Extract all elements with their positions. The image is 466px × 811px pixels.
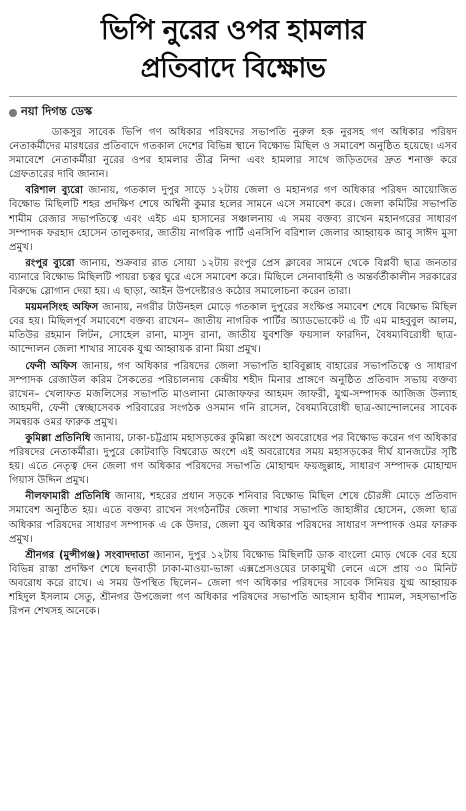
paragraph-lead: কুমিল্লা প্রতিনিধি — [25, 432, 91, 444]
paragraph-text: জানায়, গতকাল দুপুর সাড়ে ১২টায় জেলা ও মহানগর গণ অধিকার পরিষদ আয়োজিত বিক্ষোভ মিছিলটি শহর প্রদক্ষিণ শেষে অশ্বিনী কুমার হলের সামনে এসে সমাবেশ করে। জেলা কমিটির সভাপতি শামীম রেজার সভাপতিত্বে এবং এইচ এম হাসানের সঞ্চালনায় এ সময় বক্তব্য রাখেন মহানগরের সাধারণ সম্পাদক ফরহাদ হোসেন তালুকদার, জাতীয় নাগরিক পার্টি এনসিপি বরিশাল জেলার আহ্বায়ক আবু সাঈদ মুসা প্রমুখ। — [9, 185, 457, 253]
headline-line-2: প্রতিবাদে বিক্ষোভ — [140, 53, 326, 84]
bullet-icon — [9, 109, 17, 117]
paragraph-text: জানায়, নগরীর টাউনহল মোড়ে গতকাল দুপুরের সংক্ষিপ্ত সমাবেশ শেষে বিক্ষোভ মিছিল বের হয়। মিছিলপূর্ব সমাবেশে বক্তব্য রাখেন– জাতীয় নাগরিক পার্টির অ্যাডভোকেট এ টি এম মাহবুবুল আলম, মতিউর রহমান লিটন, সোহেল রানা, মাসুদ রানা, জাতীয় যুবশক্তি ফয়সাল ফারদিন, বৈষম্যবিরোধী ছাত্র-আন্দোলন জেলা শাখার সাবেক যুগ্ম আহ্বায়ক রানা মিয়া প্রমুখ। — [9, 302, 457, 356]
paragraph-lead: ফেনী অফিস — [25, 360, 78, 372]
paragraph-lead: নীলফামারী প্রতিনিধি — [25, 491, 111, 503]
paragraph-lead: রংপুর ব্যুরো — [25, 257, 75, 269]
paragraph-text: জানায়, শহরের প্রধান সড়কে শনিবার বিক্ষোভ মিছিল শেষে চৌরঙ্গী মোড়ে প্রতিবাদ সমাবেশ অনুষ্ঠিত হয়। এতে বক্তব্য রাখেন সংগঠনটির জেলা শাখার সভাপতি জাহাঙ্গীর হোসেন, জেলা ছাত্র অধিকার পরিষদের সাধারণ সম্পাদক এ কে উদার, জেলা যুব অধিকার পরিষদের সাধারণ সম্পাদক ওমর ফারুক প্রমুখ। — [9, 491, 457, 545]
paragraph-barishal — [9, 184, 457, 254]
paragraph-text: জানায়, শুক্রবার রাত সোয়া ১২টায় রংপুর প্রেস ক্লাবের সামনে থেকে বিপ্লবী ছাত্র জনতার ব্যানারে বিক্ষোভ মিছিলটি পায়রা চত্বর ঘুরে এসে সমাবেশ করে। মিছিলে সেনাবাহিনী ও অন্তর্বর্তীকালীন সরকারের বিরুদ্ধে স্লোগান দেয়া হয়। এ ছাড়া, আইন উপদেষ্টারও কঠোর সমালোচনা করেন তারা। — [9, 257, 457, 298]
paragraph-text: জানান, দুপুর ১২টায় বিক্ষোভ মিছিলটি ডাক বাংলো মোড় থেকে বের হয়ে বিভিন্ন রাস্তা প্রদক্ষিণ শেষে ছনবাড়ী ঢাকা-মাওয়া-ভাঙ্গা এক্সপ্রেসওয়ের ঢাকামুখী লেনে এসে প্রায় ৩০ মিনিট অবরোধ করে রাখে। এ সময় উপস্থিত ছিলেন– জেলা গণ অধিকার পরিষদের সাবেক সিনিয়র যুগ্ম আহ্বায়ক শহিদুল ইসলাম সেতু, শ্রীনগর উপজেলা গণ অধিকার পরিষদের সভাপতি আহসান হাবীব শ্যামল, সহসভাপতি রিপন শেখসহ অনেকে। — [9, 549, 458, 618]
paragraph-rangpur — [9, 257, 457, 299]
paragraph-sreenagar — [9, 549, 457, 619]
paragraph-lead: শ্রীনগর (মুন্সীগঞ্জ) সংবাদদাতা — [25, 549, 150, 561]
paragraph-nilphamari — [9, 490, 457, 546]
headline-divider — [9, 96, 457, 97]
paragraph-feni — [9, 360, 457, 430]
paragraph-lead: ময়মনসিংহ অফিস — [25, 302, 99, 314]
paragraph-text: জানায়, গণ অধিকার পরিষদের জেলা সভাপতি হাবিবুল্লাহ বাহারের সভাপতিত্বে ও সাধারণ সম্পাদক রেজাউল করিম সৈকতের পরিচালনায় কেন্দ্রীয় শহীদ মিনার প্রাঙ্গণে অনুষ্ঠিত প্রতিবাদ সভায় বক্তব্য রাখেন– খেলাফত মজলিসের সভাপতি মাওলানা মোজাফফর আহমদ জাফরী, যুগ্ম-সম্পাদক আজিজ উল্যাহ আহমদী, ফেনী স্বেচ্ছাসেবক পরিবারের সংগঠক ওসমান গনি রাসেল, বৈষম্যবিরোধী ছাত্র-আন্দোলনের সাবেক সমন্বয়ক ওমর ফারুক প্রমুখ। — [9, 360, 457, 428]
byline-text: নয়া দিগন্ত ডেস্ক — [21, 104, 93, 118]
headline-line-1: ভিপি নুরের ওপর হামলার — [100, 15, 366, 46]
paragraph-intro — [9, 126, 457, 182]
paragraph-cumilla — [9, 432, 457, 488]
headline — [9, 12, 457, 88]
paragraph-text: জানায়, ঢাকা-চট্টগ্রাম মহাসড়কের কুমিল্লা অংশে অবরোধের পর বিক্ষোভ করেন গণ অধিকার পরিষদের নেতাকর্মীরা। দুপুরে কোটবাড়ি বিশ্বরোড অংশে এই অবরোধের সময় মহাসড়কের দীর্ঘ যানজটের সৃষ্টি হয়। এতে নেতৃত্ব দেন জেলা গণ অধিকার পরিষদের সভাপতি মোহাম্মদ ফয়জুল্লাহ, সাধারণ সম্পাদক মোহাম্মদ গিয়াস উদ্দিন প্রমুখ। — [9, 432, 457, 487]
article-body — [9, 126, 457, 619]
byline — [9, 103, 457, 122]
paragraph-mymensingh — [9, 301, 457, 357]
paragraph-lead: বরিশাল ব্যুরো — [25, 185, 84, 197]
paragraph-text: ডাকসুর সাবেক ভিপি গণ অধিকার পরিষদের সভাপতি নুরুল হক নুরসহ গণ অধিকার পরিষদ নেতাকর্মীদের মারধরের প্রতিবাদে গতকাল দেশের বিভিন্ন স্থানে বিক্ষোভ মিছিল ও সমাবেশ অনুষ্ঠিত হয়েছে। এসব সমাবেশে নেতাকর্মীরা নুরের ওপর হামলার তীব্র নিন্দা এবং হামলার সাথে জড়িতদের দ্রুত শনাক্ত করে গ্রেফতারের দাবি জানান। — [9, 127, 457, 181]
